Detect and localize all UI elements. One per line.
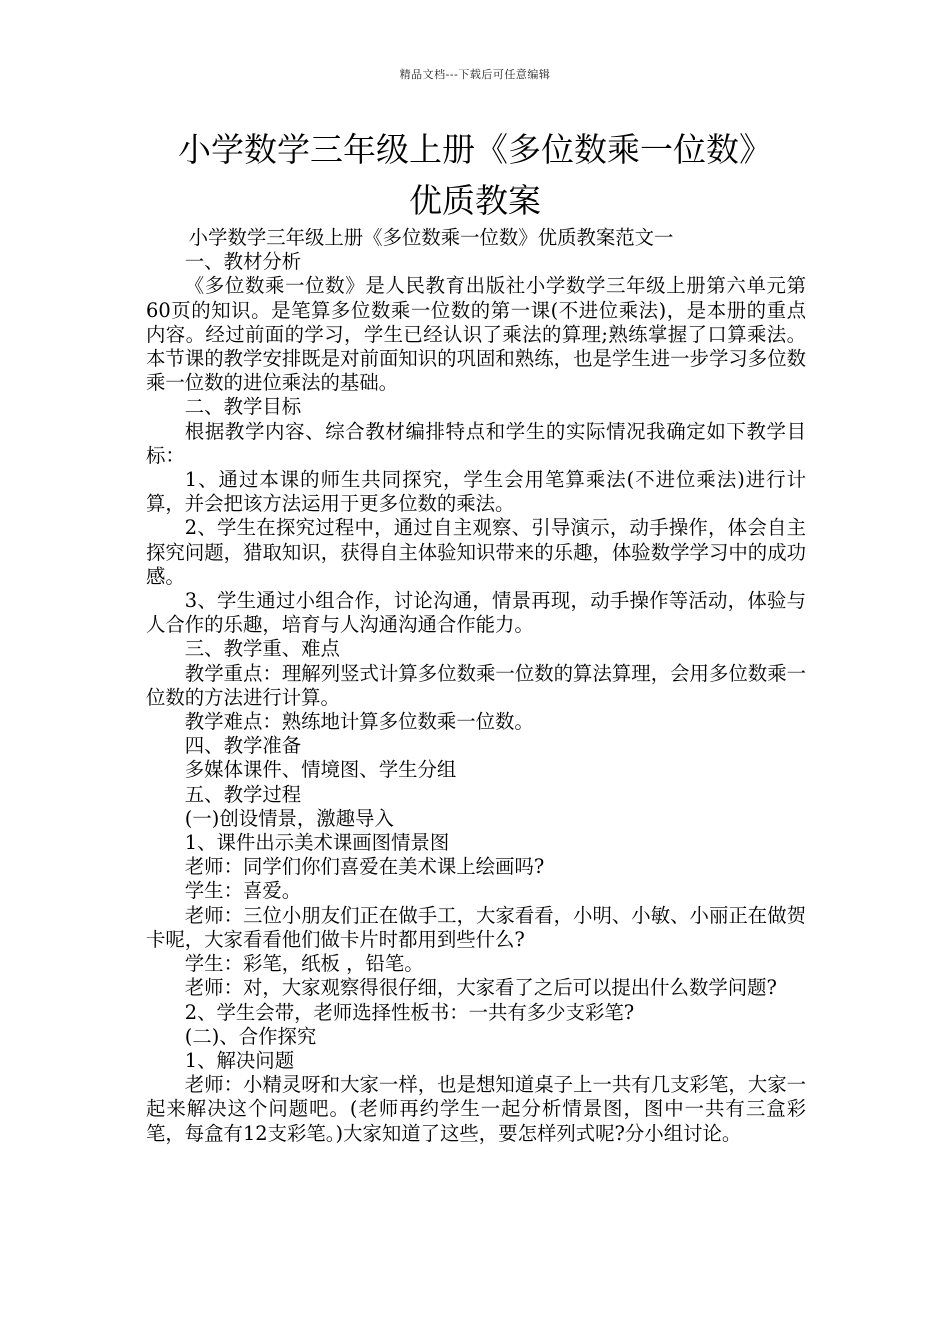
- section-heading-objectives: 二、教学目标: [184, 395, 302, 419]
- dialogue-line: 老师：三位小朋友们正在做手工，大家看看，小明、小敏、小丽正在做贺卡呢，大家看看他们做卡片时都用到些什么?: [146, 903, 806, 951]
- objective-item: 1、通过本课的师生共同探究，学生会用笔算乘法(不进位乘法)进行计算，并会把该方法运用于更多位数的乘法。: [146, 468, 806, 516]
- dialogue-line: 老师：小精灵呀和大家一样，也是想知道桌子上一共有几支彩笔，大家一起来解决这个问题吧。(老师再约学生一起分析情景图，图中一共有三盒彩笔，每盒有12支彩笔。)大家知道了这些，要怎样列式呢?分小组讨论。: [146, 1073, 806, 1145]
- dialogue-line: 学生：彩笔，纸板 ，铅笔。: [184, 952, 424, 976]
- document-subtitle: 小学数学三年级上册《多位数乘一位数》优质教案范文一: [188, 226, 674, 249]
- document-body: [146, 226, 806, 1146]
- subsection-heading: (二)、合作探究: [184, 1024, 317, 1048]
- document-title-line-1: 小学数学三年级上册《多位数乘一位数》: [178, 130, 772, 169]
- dialogue-line: 老师：同学们你们喜爱在美术课上绘画吗?: [184, 855, 545, 879]
- section-heading-key-points: 三、教学重、难点: [184, 637, 340, 661]
- paragraph: 2、学生会带，老师选择性板书：一共有多少支彩笔?: [184, 1000, 635, 1024]
- paragraph: 根据教学内容、综合教材编排特点和学生的实际情况我确定如下教学目标：: [146, 419, 806, 467]
- paragraph: 1、解决问题: [184, 1048, 295, 1072]
- paragraph: 1、课件出示美术课画图情景图: [184, 831, 450, 855]
- section-heading-materials: 一、教材分析: [184, 250, 302, 274]
- dialogue-line: 学生：喜爱。: [184, 879, 302, 903]
- section-heading-preparation: 四、教学准备: [184, 734, 302, 758]
- objective-item: 2、学生在探究过程中，通过自主观察、引导演示，动手操作，体会自主探究问题，猎取知识，获得自主体验知识带来的乐趣，体验数学学习中的成功感。: [146, 516, 806, 588]
- objective-item: 3、学生通过小组合作，讨论沟通，情景再现，动手操作等活动，体验与人合作的乐趣，培育与人沟通沟通合作能力。: [146, 589, 806, 637]
- page-header-note: 精品文档---下载后可任意编辑: [399, 68, 551, 81]
- paragraph: 教学难点：熟练地计算多位数乘一位数。: [184, 710, 534, 734]
- paragraph: 《多位数乘一位数》是人民教育出版社小学数学三年级上册第六单元第60页的知识。是笔算多位数乘一位数的第一课(不进位乘法)，是本册的重点内容。经过前面的学习，学生已经认识了乘法的算理;熟练掌握了口算乘法。本节课的教学安排既是对前面知识的巩固和熟练，也是学生进一步学习多位数乘一位数的进位乘法的基础。: [146, 274, 806, 395]
- dialogue-line: 老师：对，大家观察得很仔细，大家看了之后可以提出什么数学问题?: [184, 976, 777, 1000]
- section-heading-process: 五、教学过程: [184, 782, 302, 806]
- paragraph: 教学重点：理解列竖式计算多位数乘一位数的算法算理，会用多位数乘一位数的方法进行计算。: [146, 661, 806, 709]
- paragraph: 多媒体课件、情境图、学生分组: [184, 758, 457, 782]
- subsection-heading: (一)创设情景，激趣导入: [184, 806, 394, 830]
- document-title-line-2: 优质教案: [409, 181, 541, 220]
